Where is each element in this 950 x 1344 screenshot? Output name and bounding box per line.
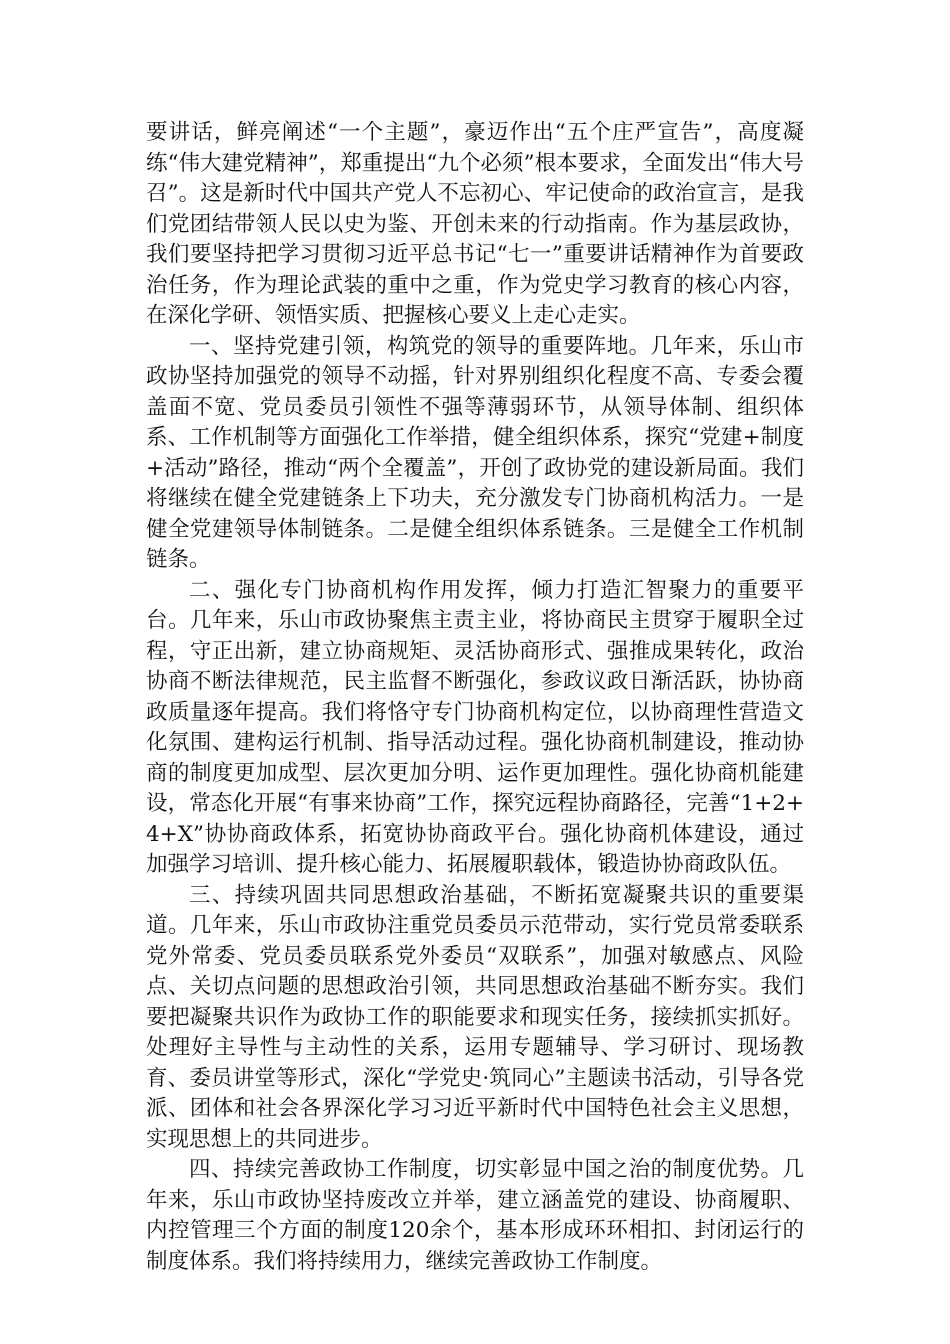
paragraph-section-4: 四、持续完善政协工作制度，切实彰显中国之治的制度优势。几年来，乐山市政协坚持废改立并举，建立涵盖党的建设、协商履职、内控管理三个方面的制度120余个，基本形成环环相扣、封闭运行的制度体系。我们将持续用力，继续完善政协工作制度。 (146, 1157, 804, 1274)
paragraph-section-1: 一、坚持党建引领，构筑党的领导的重要阵地。几年来，乐山市政协坚持加强党的领导不动摇，针对界别组织化程度不高、专委会覆盖面不宽、党员委员引领性不强等薄弱环节，从领导体制、组织体系、工作机制等方面强化工作举措，健全组织体系，探究“党建+制度+活动”路径，推动“两个全覆盖”，开创了政协党的建设新局面。我们将继续在健全党建链条上下功夫，充分激发专门协商机构活力。一是健全党建领导体制链条。二是健全组织体系链条。三是健全工作机制链条。 (146, 333, 804, 572)
paragraph-section-3: 三、持续巩固共同思想政治基础，不断拓宽凝聚共识的重要渠道。几年来，乐山市政协注重党员委员示范带动，实行党员常委联系党外常委、党员委员联系党外委员“双联系”，加强对敏感点、风险点、关切点问题的思想政治引领，共同思想政治基础不断夯实。我们要把凝聚共识作为政协工作的职能要求和现实任务，接续抓实抓好。处理好主导性与主动性的关系，运用专题辅导、学习研讨、现场教育、委员讲堂等形式，深化“学党史·筑同心”主题读书活动，引导各党派、团体和社会各界深化学习习近平新时代中国特色社会主义思想，实现思想上的共同进步。 (146, 882, 804, 1152)
paragraph-section-2: 二、强化专门协商机构作用发挥，倾力打造汇智聚力的重要平台。几年来，乐山市政协聚焦主责主业，将协商民主贯穿于履职全过程，守正出新，建立协商规矩、灵活协商形式、强推成果转化，政治协商不断法律规范，民主监督不断强化，参政议政日渐活跃，协协商政质量逐年提高。我们将恪守专门协商机构定位，以协商理性营造文化氛围、建构运行机制、指导活动过程。强化协商机制建设，推动协商的制度更加成型、层次更加分明、运作更加理性。强化协商机能建设，常态化开展“有事来协商”工作，探究远程协商路径，完善“1+2+4+X”协协商政体系，拓宽协协商政平台。强化协商机体建设，通过加强学习培训、提升核心能力、拓展履职载体，锻造协协商政队伍。 (146, 577, 804, 877)
paragraph-intro: 要讲话，鲜亮阐述“一个主题”，豪迈作出“五个庄严宣告”，高度凝练“伟大建党精神”，郑重提出“九个必须”根本要求，全面发出“伟大号召”。这是新时代中国共产党人不忘初心、牢记使命的政治宣言，是我们党团结带领人民以史为鉴、开创未来的行动指南。作为基层政协，我们要坚持把学习贯彻习近平总书记“七一”重要讲话精神作为首要政治任务，作为理论武装的重中之重，作为党史学习教育的核心内容，在深化学研、领悟实质、把握核心要义上走心走实。 (146, 120, 804, 328)
